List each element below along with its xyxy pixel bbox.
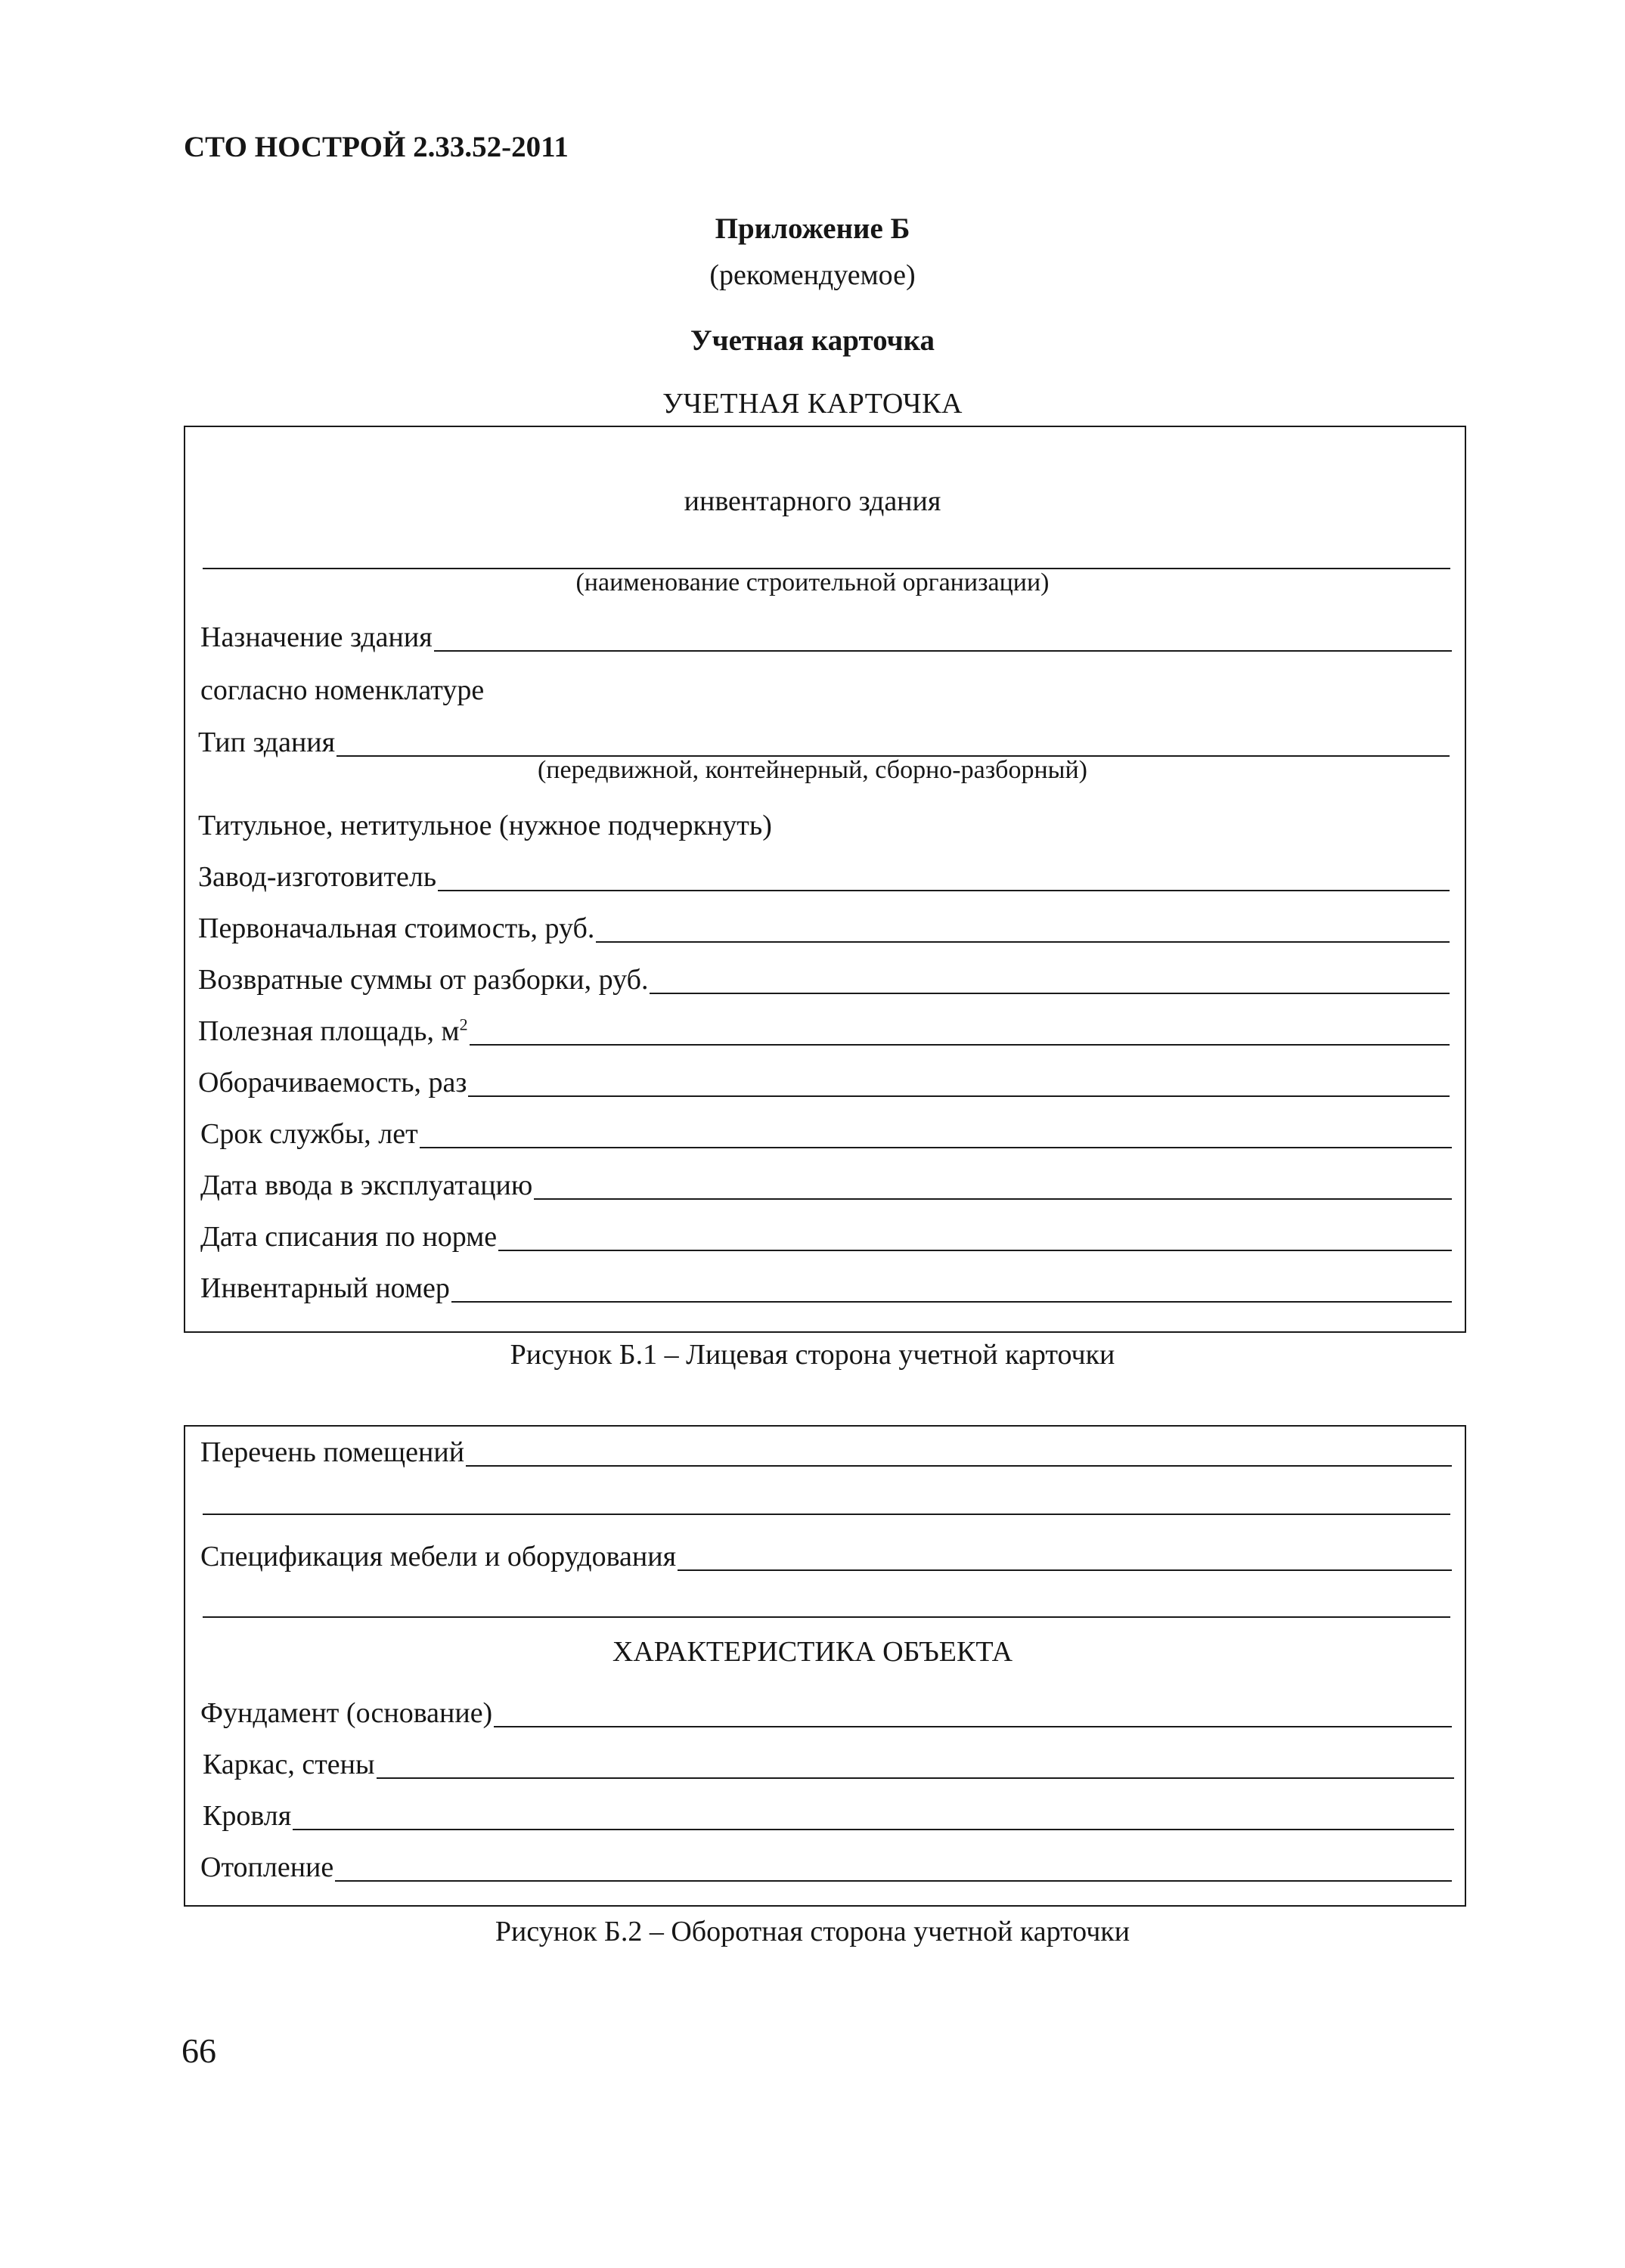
area-superscript: 2 [459,1015,468,1034]
field-initial-cost[interactable] [198,906,1450,943]
figure-caption-back: Рисунок Б.2 – Оборотная сторона учетной карточки [495,1916,1130,1947]
building-label: инвентарного здания [684,485,941,517]
field-label: Оборачиваемость, раз [198,1067,467,1098]
appendix-heading: Учетная карточка [690,324,935,357]
card-title: УЧЕТНАЯ КАРТОЧКА [662,388,963,420]
field-nomenclature [200,668,1452,705]
field-label: Назначение здания [200,621,433,653]
field-label: Дата списания по норме [200,1221,498,1253]
field-label: Фундамент (основание) [200,1697,493,1729]
field-label: Срок службы, лет [200,1118,418,1150]
field-inventory-number[interactable] [200,1266,1452,1303]
field-label: Титульное, нетитульное (нужное подчеркнуть) [198,810,772,841]
field-writeoff-date[interactable] [200,1215,1452,1251]
field-label: Каркас, стены [203,1749,375,1780]
field-manufacturer[interactable] [198,855,1450,891]
field-frame-walls[interactable] [203,1743,1454,1779]
field-return-sums[interactable] [198,958,1450,994]
field-commission-date[interactable] [200,1163,1452,1200]
page-number: 66 [181,2031,216,2070]
field-label: Кровля [203,1800,292,1832]
field-type[interactable] [198,720,1450,757]
field-purpose[interactable] [200,615,1452,652]
field-heating[interactable] [200,1845,1452,1882]
field-roof[interactable] [203,1794,1454,1830]
field-label: Завод-изготовитель [198,861,437,893]
appendix-subtitle: (рекомендуемое) [709,259,916,291]
field-turnover[interactable] [198,1061,1450,1097]
field-useful-area[interactable] [198,1009,1450,1046]
organization-hint: (наименование строительной организации) [575,569,1050,596]
rooms-extra-line[interactable] [203,1514,1450,1515]
field-label: Отопление [200,1851,334,1883]
type-hint: (передвижной, контейнерный, сборно-разборный) [537,756,1088,784]
object-characteristics-title: ХАРАКТЕРИСТИКА ОБЪЕКТА [612,1636,1013,1668]
field-label: согласно номенклатуре [200,674,485,706]
field-foundation[interactable] [200,1691,1452,1727]
field-label: Тип здания [198,727,336,758]
field-label: Инвентарный номер [200,1272,450,1304]
furniture-extra-line[interactable] [203,1616,1450,1618]
field-rooms[interactable] [200,1430,1452,1467]
field-furniture-spec[interactable] [200,1535,1452,1571]
standard-code: СТО НОСТРОЙ 2.33.52-2011 [184,131,569,163]
field-label: Дата ввода в эксплуатацию [200,1170,533,1201]
field-label: Первоначальная стоимость, руб. [198,912,595,944]
figure-caption-front: Рисунок Б.1 – Лицевая сторона учетной карточки [510,1339,1115,1371]
field-label: Возвратные суммы от разборки, руб. [198,964,649,996]
field-label: Спецификация мебели и оборудования [200,1541,677,1572]
field-label: Перечень помещений [200,1436,465,1468]
field-title-status[interactable] [198,804,1450,840]
field-label: Полезная площадь, $м^2$ [198,1015,468,1047]
appendix-title: Приложение Б [715,212,910,245]
field-service-life[interactable] [200,1112,1452,1148]
